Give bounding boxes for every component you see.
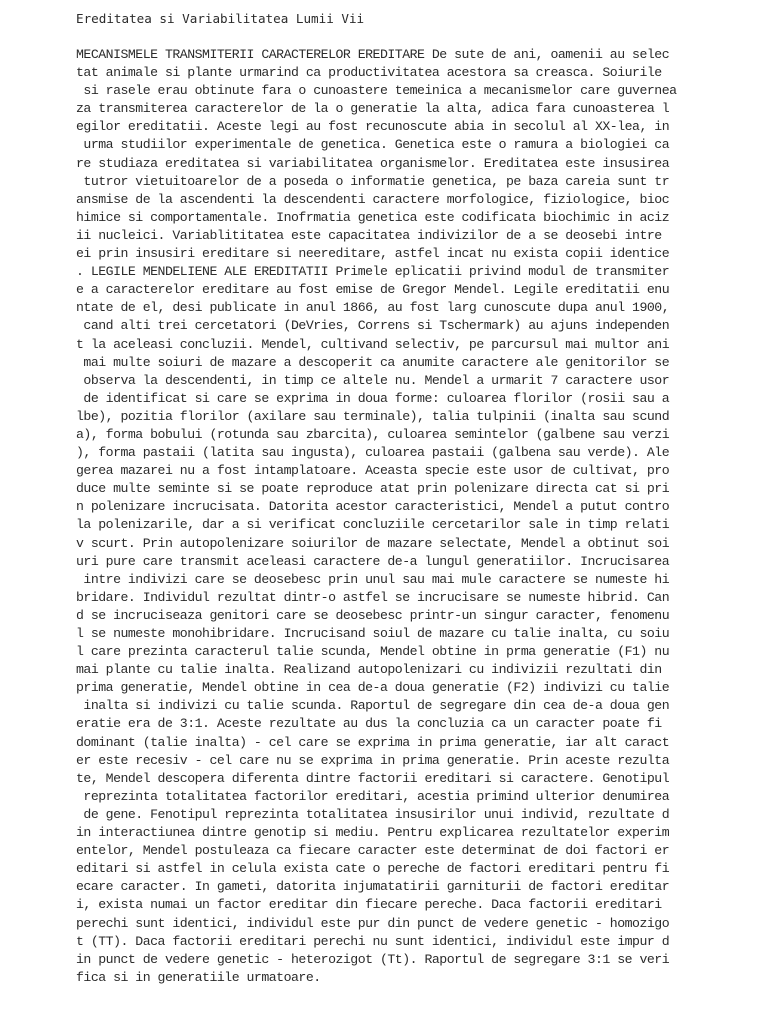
body-text-line: in punct de vedere genetic - heterozigot (Tt). Raportul de segregare 3:1 se veri (76, 951, 670, 967)
body-text-line: eratie era de 3:1. Aceste rezultate au dus la concluzia ca un caracter poate fi (76, 716, 662, 732)
body-text-line: editari si astfel in celula exista cate o pereche de factori ereditari pentru fi (76, 861, 670, 877)
body-text-line: ansmise de la ascendenti la descendenti caractere morfologice, fiziologice, bioc (76, 191, 670, 207)
body-text-line: si rasele erau obtinute fara o cunoastere temeinica a mecanismelor care guvernea (76, 83, 677, 99)
body-text-line: observa la descendenti, in timp ce altele nu. Mendel a urmarit 7 caractere usor (76, 372, 670, 388)
body-text-line: tat animale si plante urmarind ca productivitatea acestora sa creasca. Soiurile (76, 65, 662, 81)
body-text-line: e a caracterelor ereditare au fost emise de Gregor Mendel. Legile ereditatii enu (76, 282, 670, 298)
body-text-line: cand alti trei cercetatori (DeVries, Correns si Tschermark) au ajuns independen (76, 318, 670, 334)
body-text-line: la polenizarile, dar a si verificat concluziile cercetarilor sale in timp relati (76, 517, 670, 533)
document-page (76, 10, 756, 987)
body-text-line: entelor, Mendel postuleaza ca fiecare caracter este determinat de doi factori er (76, 843, 670, 859)
body-text-line: v scurt. Prin autopolenizare soiurilor de mazare selectate, Mendel a obtinut soi (76, 535, 670, 551)
body-text-line: te, Mendel descopera diferenta dintre factorii ereditari si caractere. Genotipul (76, 770, 670, 786)
body-text-line: MECANISMELE TRANSMITERII CARACTERELOR EREDITARE De sute de ani, oamenii au selec (76, 47, 670, 62)
body-text-line: intre indivizi care se deosebesc prin unul sau mai mule caractere se numeste hi (76, 571, 670, 587)
body-text-line: l care prezinta caracterul talie scunda, Mendel obtine in prma generatie (F1) nu (76, 644, 670, 660)
body-text-line: d se incruciseaza genitori care se deosebesc printr-un singur caracter, fenomenu (76, 607, 670, 623)
body-text-line: tutror vietuitoarelor de a poseda o informatie genetica, pe baza careia sunt tr (76, 173, 670, 189)
body-text-line: re studiaza ereditatea si variabilitatea organismelor. Ereditatea este insusirea (76, 155, 670, 171)
body-text-line: duce multe seminte si se poate reproduce atat prin polenizare directa cat si pri (76, 481, 670, 497)
body-text-line: ei prin insusiri ereditare si neereditare, astfel incat nu exista copii identice (76, 246, 670, 262)
body-text-line: perechi sunt identici, individul este pur din punct de vedere genetic - homozigo (76, 915, 670, 931)
body-text-line: a), forma bobului (rotunda sau zbarcita), culoarea semintelor (galbene sau verzi (76, 426, 670, 442)
body-text-line: egilor ereditatii. Aceste legi au fost recunoscute abia in secolul al XX-lea, in (76, 119, 670, 135)
body-text-line: n polenizare incrucisata. Datorita acestor caracteristici, Mendel a putut contro (76, 499, 670, 515)
body-text-line: inalta si indivizi cu talie scunda. Raportul de segregare din cea de-a doua gen (76, 698, 670, 714)
body-text-line: ntate de el, desi publicate in anul 1866, au fost larg cunoscute dupa anul 1900, (76, 300, 670, 316)
body-text-line: himice si comportamentale. Inofrmatia genetica este codificata biochimic in aciz (76, 209, 670, 225)
body-text-line: prima generatie, Mendel obtine in cea de-a doua generatie (F2) indivizi cu talie (76, 680, 670, 696)
body-text-line: ii nucleici. Variablititatea este capacitatea indivizilor de a se deosebi intre (76, 227, 662, 243)
body-text-line: fica si in generatiile urmatoare. (76, 969, 321, 985)
body-text-line: de gene. Fenotipul reprezinta totalitatea insusirilor unui individ, rezultate d (76, 806, 670, 822)
body-text-line: er este recesiv - cel care nu se exprima in prima generatie. Prin aceste rezulta (76, 752, 670, 768)
document-title: Ereditatea si Variabilitatea Lumii Vii (76, 11, 365, 26)
body-text-line: ), forma pastaii (latita sau ingusta), culoarea pastaii (galbena sau verde). Ale (76, 445, 670, 461)
body-text-line: . LEGILE MENDELIENE ALE EREDITATII Primele eplicatii privind modul de transmiter (76, 264, 670, 280)
body-text-line: uri pure care transmit aceleasi caractere de-a lungul generatiilor. Incrucisarea (76, 553, 670, 569)
body-text-line: dominant (talie inalta) - cel care se exprima in prima generatie, iar alt caract (76, 734, 670, 750)
body-text-line: ecare caracter. In gameti, datorita injumatatirii garniturii de factori ereditar (76, 879, 670, 895)
body-text-line: t (TT). Daca factorii ereditari perechi nu sunt identici, individul este impur d (76, 933, 670, 949)
document-body (76, 46, 756, 987)
body-text-line: mai plante cu talie inalta. Realizand autopolenizari cu indivizii rezultati din (76, 662, 662, 678)
body-text-line: reprezinta totalitatea factorilor ereditari, acestia primind ulterior denumirea (76, 788, 670, 804)
body-text-line: bridare. Individul rezultat dintr-o astfel se incrucisare se numeste hibrid. Can (76, 589, 670, 605)
body-text-line: urma studiilor experimentale de genetica. Genetica este o ramura a biologiei ca (76, 137, 670, 153)
body-text-line: t la aceleasi concluzii. Mendel, cultivand selectiv, pe parcursul mai multor ani (76, 336, 670, 352)
body-text-line: za transmiterea caracterelor de la o generatie la alta, adica fara cunoasterea l (76, 101, 670, 117)
body-text-line: in interactiunea dintre genotip si mediu. Pentru explicarea rezultatelor experim (76, 825, 670, 841)
body-text-line: i, exista numai un factor ereditar din fiecare pereche. Daca factorii ereditari (76, 897, 662, 913)
body-text-line: gerea mazarei nu a fost intamplatoare. Aceasta specie este usor de cultivat, pro (76, 463, 670, 479)
body-text-line: l se numeste monohibridare. Incrucisand soiul de mazare cu talie inalta, cu soiu (76, 626, 670, 641)
body-text-line: lbe), pozitia florilor (axilare sau terminale), talia tulpinii (inalta sau scund (76, 408, 670, 424)
body-text-line: de identificat si care se exprima in doua forme: culoarea florilor (rosii sau a (76, 390, 670, 406)
body-text-line: mai multe soiuri de mazare a descoperit ca anumite caractere ale genitorilor se (76, 354, 670, 370)
